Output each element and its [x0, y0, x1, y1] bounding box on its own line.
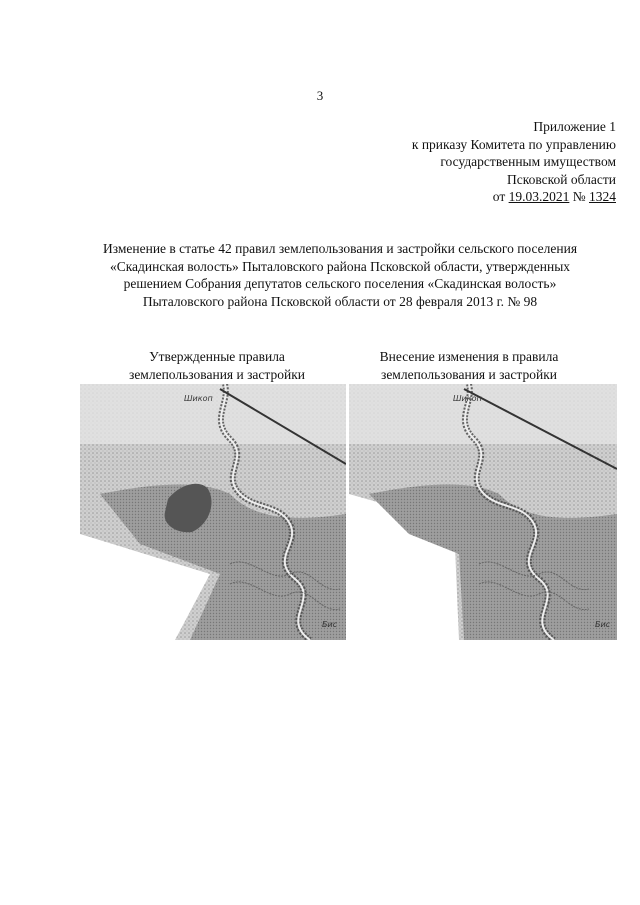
left-caption-line-2: землепользования и застройки: [128, 366, 305, 382]
proposed-map-graphic: [349, 384, 617, 640]
appendix-line-1: Приложение 1: [533, 119, 616, 134]
order-date: 19.03.2021: [508, 189, 570, 204]
title-line-2: «Скадинская волость» Пыталовского района Псковской области, утвержденных: [109, 258, 571, 274]
appendix-block: [412, 118, 616, 206]
appendix-date-line: [412, 188, 616, 206]
left-map-caption: [82, 348, 352, 383]
appendix-line-3: государственным имуществом: [440, 154, 616, 169]
appendix-line-2: к приказу Комитета по управлению: [411, 136, 616, 152]
page-number: 3: [316, 88, 324, 103]
right-caption-line-1: Внесение изменения в правила: [379, 349, 559, 364]
left-caption-line-1: Утвержденные правила: [149, 349, 285, 364]
map-label-bottom: Бис: [322, 620, 338, 629]
map-upper-light-area: [80, 384, 346, 444]
map-label-top: Шикоп: [184, 394, 213, 403]
map-label-top: Шикоп: [453, 394, 482, 403]
document-title: [70, 240, 610, 310]
number-prefix: №: [569, 189, 589, 204]
title-line-1: Изменение в статье 42 правил землепользования и застройки сельского поселения: [102, 241, 578, 256]
title-line-4: Пыталовского района Псковской области от 28 февраля 2013 г. № 98: [142, 293, 538, 309]
approved-map-graphic: [80, 384, 346, 640]
right-map-caption: [334, 348, 604, 383]
title-line-3: решением Собрания депутатов сельского поселения «Скадинская волость»: [123, 276, 557, 291]
order-number: 1324: [589, 189, 616, 204]
right-caption-line-2: землепользования и застройки: [380, 366, 557, 382]
map-upper-light-area: [349, 384, 617, 444]
date-prefix: от: [492, 189, 509, 204]
proposed-change-map: [349, 384, 617, 640]
approved-rules-map: [80, 384, 346, 640]
map-label-bottom: Бис: [595, 620, 611, 629]
appendix-line-4: Псковской области: [506, 171, 616, 187]
